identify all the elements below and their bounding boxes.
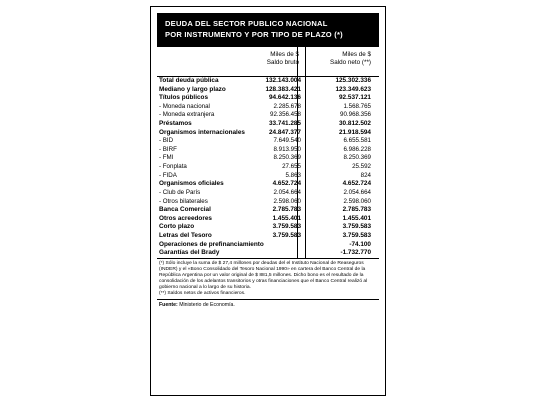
row-value-neto: 21.918.594 — [339, 128, 371, 136]
row-value-neto: 2.785.783 — [342, 206, 371, 214]
row-value-bruto: 3.759.583 — [272, 223, 301, 231]
row-label: Títulos públicos — [159, 94, 208, 102]
table-row — [157, 77, 379, 86]
row-label: Otros acreedores — [159, 214, 212, 222]
row-value-bruto: 94.642.136 — [269, 94, 301, 102]
table-row — [157, 94, 379, 103]
table-row — [157, 146, 379, 155]
row-label: - FMI — [159, 154, 174, 162]
row-value-neto: 30.812.502 — [339, 120, 371, 128]
row-value-bruto: 4.652.724 — [272, 180, 301, 188]
row-value-neto: 824 — [360, 171, 371, 179]
row-value-bruto: 27.655 — [282, 163, 301, 171]
table-row — [157, 249, 379, 258]
title-line-1: DEUDA DEL SECTOR PUBLICO NACIONAL — [165, 19, 328, 28]
row-label: Banca Comercial — [159, 206, 211, 214]
table-row — [157, 232, 379, 241]
row-value-neto: 25.592 — [352, 163, 371, 171]
row-value-bruto: 128.383.421 — [265, 85, 301, 93]
table-row — [157, 120, 379, 129]
row-value-neto: 3.759.583 — [342, 223, 371, 231]
row-label: Operaciones de prefinanciamiento — [159, 240, 264, 248]
column-divider — [305, 47, 306, 76]
row-value-neto: 3.759.583 — [342, 231, 371, 239]
table-row — [157, 154, 379, 163]
row-value-neto: -1.732.770 — [340, 249, 371, 257]
row-value-neto: 125.302.336 — [335, 77, 371, 84]
row-label: - Moneda nacional — [159, 102, 210, 110]
table-body — [157, 77, 379, 258]
row-value-bruto: 92.356.458 — [270, 111, 301, 119]
row-value-neto: 8.250.369 — [343, 154, 371, 162]
row-value-bruto: 2.598.060 — [273, 197, 301, 205]
row-value-neto: 6.655.581 — [343, 137, 371, 145]
row-value-neto: 1.568.765 — [343, 102, 371, 110]
row-value-neto: 2.054.664 — [343, 188, 371, 196]
row-value-bruto: 1.455.401 — [272, 214, 301, 222]
source-text: Ministerio de Economía. — [179, 302, 235, 309]
row-value-bruto: 33.741.285 — [269, 120, 301, 128]
row-value-bruto: 2.785.783 — [272, 206, 301, 214]
table-title — [157, 13, 379, 47]
row-label: Mediano y largo plazo — [159, 85, 226, 93]
table-row — [157, 129, 379, 138]
table-row — [157, 163, 379, 172]
column-header-neto: Miles de $ Saldo neto (**) — [330, 51, 371, 66]
table-row — [157, 206, 379, 215]
row-label: - BIRF — [159, 145, 177, 153]
footnotes — [157, 258, 379, 298]
row-label: - Otros bilaterales — [159, 197, 208, 205]
column-header — [157, 47, 379, 77]
footnote-2: (**) Saldos netos de activos financieros. — [159, 291, 246, 297]
row-label: Letras del Tesoro — [159, 231, 212, 239]
row-value-bruto: 5.863 — [285, 171, 301, 179]
row-value-neto: 123.349.623 — [335, 85, 371, 93]
row-label: - FIDA — [159, 171, 177, 179]
table-row — [157, 172, 379, 181]
source-line — [157, 299, 379, 310]
row-value-neto: 6.986.228 — [343, 145, 371, 153]
row-label: - Fonplata — [159, 163, 187, 171]
table-row — [157, 86, 379, 95]
row-value-neto: 1.455.401 — [342, 214, 371, 222]
row-label: - BID — [159, 137, 174, 145]
table-row — [157, 223, 379, 232]
row-label: - Club de París — [159, 188, 201, 196]
row-value-bruto: 8.913.950 — [273, 145, 301, 153]
row-value-neto: 92.537.121 — [339, 94, 371, 102]
row-label: Organismos internacionales — [159, 128, 245, 136]
row-value-neto: 90.968.356 — [340, 111, 371, 119]
row-label: - Moneda extranjera — [159, 111, 215, 119]
table-row — [157, 111, 379, 120]
row-label: Préstamos — [159, 120, 192, 128]
row-label: Organismos oficiales — [159, 180, 224, 188]
table-row — [157, 103, 379, 112]
source-label: Fuente: — [159, 302, 178, 309]
row-value-neto: -74.100 — [349, 240, 371, 248]
row-value-bruto: 24.847.377 — [269, 128, 301, 136]
row-value-neto: 4.652.724 — [342, 180, 371, 188]
title-line-2: POR INSTRUMENTO Y POR TIPO DE PLAZO (*) — [165, 30, 343, 39]
table-row — [157, 189, 379, 198]
column-header-bruto: Miles de $ Saldo bruto — [266, 51, 299, 66]
row-value-neto: 2.598.060 — [343, 197, 371, 205]
table-row — [157, 215, 379, 224]
row-label: Garantías del Brady — [159, 249, 220, 257]
table-row — [157, 241, 379, 250]
table-row — [157, 180, 379, 189]
footnote-1: (*) Sólo incluye la suma de $ 27,4 millones por deudas del el Instituto Nacional de Reaseguros (INDER) y el «Bono Consolidado del Tesoro Nacional 1990» en cartera del Banco Central de la República Argentina por un valor original de $ 881,5 millones. Dicho bono es el resultado de la consolidación de los adelantos transitorios y otras financiaciones que el Banco Central realizó al gobierno nacional a lo largo de su historia. — [159, 260, 368, 291]
debt-table-card — [150, 6, 386, 396]
row-value-bruto: 2.054.664 — [273, 188, 301, 196]
table-row — [157, 137, 379, 146]
row-value-bruto: 2.285.678 — [273, 102, 301, 110]
row-value-bruto: 7.649.540 — [273, 137, 301, 145]
table-row — [157, 198, 379, 207]
row-value-bruto: 3.759.583 — [272, 231, 301, 239]
row-label: Corto plazo — [159, 223, 195, 231]
row-value-bruto: 132.143.004 — [265, 77, 301, 84]
row-label: Total deuda pública — [159, 77, 219, 84]
row-value-bruto: 8.250.369 — [273, 154, 301, 162]
